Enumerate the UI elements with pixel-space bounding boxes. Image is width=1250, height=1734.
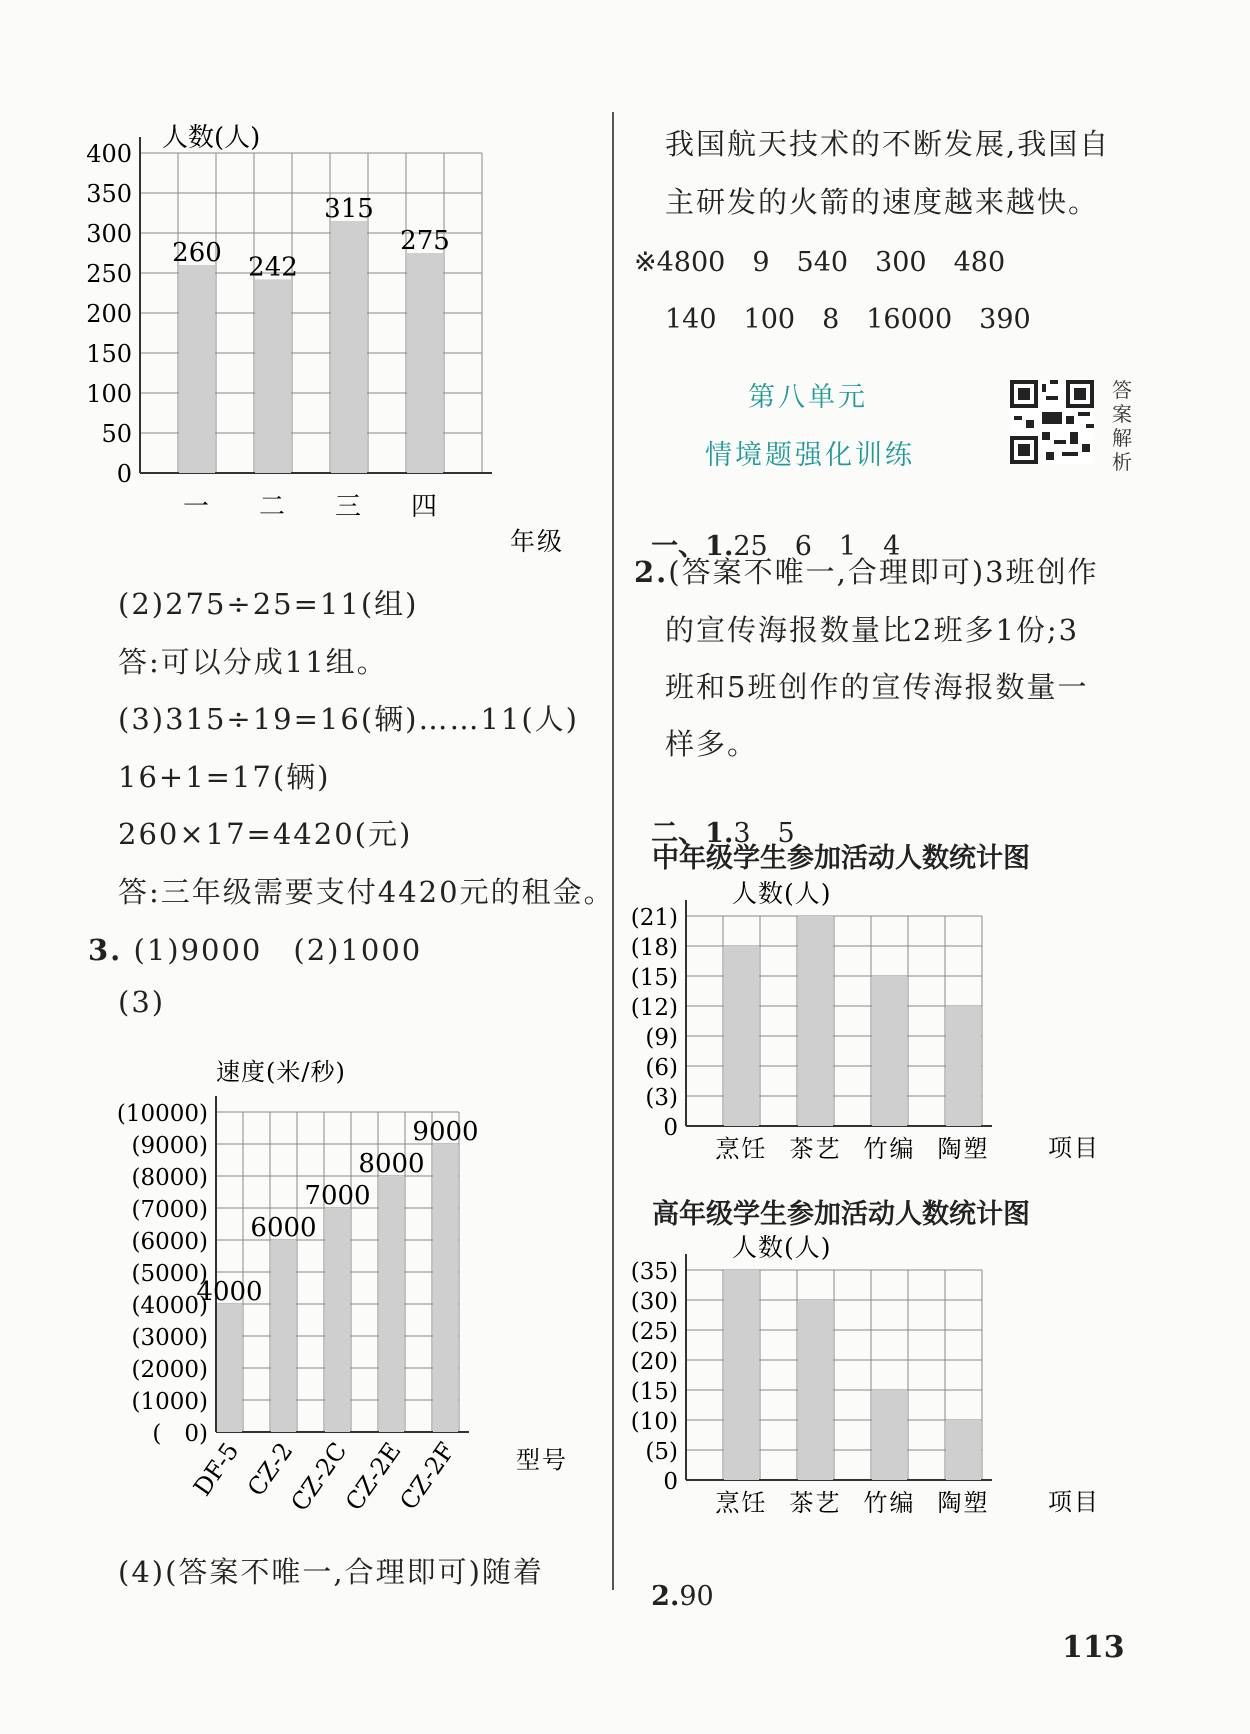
chart3-title: 中年级学生参加活动人数统计图: [652, 843, 1030, 874]
chart2-xlabel: 型号: [516, 1446, 568, 1474]
chart-students-by-grade: [86, 118, 590, 568]
bar-value-label: 9000: [412, 1117, 479, 1147]
x-category-label: 烹饪: [715, 1489, 768, 1517]
chart1-ylabel: 人数(人): [162, 123, 261, 153]
section-1-q2-line-2: 的宣传海报数量比2班多1份;3: [665, 613, 1080, 647]
bar: [872, 1390, 907, 1480]
x-category-label: 茶艺: [789, 1135, 842, 1163]
section-2-q1-number: 二、1.: [651, 818, 734, 849]
y-tick-label: (3000): [131, 1325, 208, 1351]
x-category-label: 烹饪: [715, 1135, 768, 1163]
bar: [407, 253, 443, 473]
chart4-xlabel: 项目: [1048, 1488, 1100, 1516]
numbers-line-2: 140 100 8 16000 390: [665, 304, 1031, 335]
y-tick-label: (8000): [131, 1165, 208, 1191]
x-category-label: 茶艺: [789, 1489, 842, 1517]
y-tick-label: (30): [630, 1289, 678, 1315]
question-3-text: (1)9000 (2)1000: [133, 933, 423, 967]
y-tick-label: (3): [645, 1085, 678, 1111]
section-1-q2-line-3: 班和5班创作的宣传海报数量一: [665, 670, 1089, 704]
question-3-sub: (3): [118, 985, 166, 1019]
continued-line-1: 我国航天技术的不断发展,我国自: [665, 127, 1111, 161]
bar: [379, 1176, 404, 1432]
section-1-q1-text: 25 6 1 4: [733, 531, 901, 562]
y-tick-label: 400: [86, 140, 132, 168]
bar: [724, 1270, 759, 1480]
y-tick-label: (25): [630, 1319, 678, 1345]
answer-line-1: (2)275÷25=11(组): [118, 587, 419, 621]
y-tick-label: (12): [630, 995, 678, 1021]
section-2-q1-text: 3 5: [733, 818, 795, 849]
y-tick-label: 150: [86, 340, 132, 368]
y-tick-label: (10): [630, 1409, 678, 1435]
section-1-q2-line-4: 样多。: [665, 727, 759, 761]
page-number: 113: [1062, 1630, 1125, 1665]
x-category-label: 竹编: [863, 1489, 916, 1517]
section-1-q2-text: (答案不唯一,合理即可)3班创作: [668, 555, 1099, 589]
answer-line-2: 答:可以分成11组。: [118, 645, 388, 679]
answer-line-4: 16+1=17(辆): [118, 760, 331, 794]
y-tick-label: (7000): [131, 1197, 208, 1223]
qr-label-char: 案: [1112, 402, 1132, 426]
chart-middle-grade-activity: [630, 878, 1110, 1168]
x-category-label: CZ-2: [241, 1437, 299, 1502]
question-3-number: 3.: [88, 933, 123, 967]
y-tick-label: (1000): [131, 1389, 208, 1415]
bar: [946, 1006, 981, 1126]
bar: [946, 1420, 981, 1480]
bar: [872, 976, 907, 1126]
bar: [325, 1208, 350, 1432]
y-tick-label: (21): [630, 905, 678, 931]
y-tick-label: (10000): [116, 1101, 208, 1127]
x-category-label: CZ-2F: [394, 1437, 461, 1515]
section-1-q1-number: 一、1.: [651, 531, 734, 562]
chart1-xlabel: 年级: [510, 527, 565, 556]
y-tick-label: (20): [630, 1349, 678, 1375]
y-tick-label: (9): [645, 1025, 678, 1051]
section-2-q2-number: 2.: [651, 1581, 680, 1612]
bar: [724, 946, 759, 1126]
section-2-q2-text: 90: [679, 1581, 714, 1612]
answer-line-5: 260×17=4420(元): [118, 817, 413, 851]
bar: [798, 1300, 833, 1480]
x-category-label: 三: [334, 492, 364, 522]
unit-subtitle: 情境题强化训练: [705, 440, 915, 471]
section-2-q2: [634, 1550, 714, 1612]
chart3-xlabel: 项目: [1048, 1134, 1100, 1162]
section-1-q2-number: 2.: [634, 555, 669, 589]
x-category-label: 二: [258, 492, 288, 522]
y-tick-label: ( 0): [152, 1421, 208, 1447]
bar-value-label: 260: [172, 238, 222, 268]
chart3-ylabel: 人数(人): [732, 879, 832, 908]
x-category-label: 陶塑: [937, 1489, 990, 1517]
y-tick-label: 250: [86, 260, 132, 288]
bar: [217, 1304, 242, 1432]
y-tick-label: 50: [101, 420, 132, 448]
bar-value-label: 6000: [250, 1213, 317, 1243]
numbers-line-1: ※4800 9 540 300 480: [634, 247, 1006, 278]
y-tick-label: (5): [645, 1439, 678, 1465]
y-tick-label: 0: [663, 1115, 678, 1141]
y-tick-label: 300: [86, 220, 132, 248]
bar: [179, 265, 215, 473]
chart-rocket-speed: [88, 1050, 608, 1530]
bar-value-label: 275: [400, 226, 450, 256]
bar: [331, 221, 367, 473]
qr-label-char: 答: [1112, 378, 1132, 402]
x-category-label: 一: [182, 492, 212, 522]
y-tick-label: (5000): [131, 1261, 208, 1287]
bar-value-label: 7000: [304, 1181, 371, 1211]
answer-line-last: (4)(答案不唯一,合理即可)随着: [118, 1555, 544, 1589]
y-tick-label: (15): [630, 1379, 678, 1405]
y-tick-label: (2000): [131, 1357, 208, 1383]
question-3: [88, 928, 422, 969]
y-tick-label: 350: [86, 180, 132, 208]
y-tick-label: (9000): [131, 1133, 208, 1159]
y-tick-label: (6000): [131, 1229, 208, 1255]
section-1-q2-line-1: [634, 550, 1099, 591]
x-category-label: 陶塑: [937, 1135, 990, 1163]
column-divider: [612, 112, 614, 1590]
answer-line-6: 答:三年级需要支付4420元的租金。: [118, 875, 615, 909]
bar-value-label: 315: [324, 194, 374, 224]
x-category-label: DF-5: [188, 1437, 245, 1502]
y-tick-label: (4000): [131, 1293, 208, 1319]
x-category-label: 四: [410, 492, 440, 522]
y-tick-label: 200: [86, 300, 132, 328]
qr-label: [1112, 378, 1138, 474]
chart-high-grade-activity: [630, 1232, 1110, 1522]
bar: [255, 279, 291, 473]
qr-label-char: 解: [1112, 426, 1132, 450]
bar: [798, 916, 833, 1126]
chart4-title: 高年级学生参加活动人数统计图: [652, 1199, 1030, 1230]
bar-value-label: 242: [248, 252, 298, 283]
x-category-label: CZ-2E: [339, 1437, 407, 1516]
bar-value-label: 8000: [358, 1149, 425, 1179]
unit-title: 第八单元: [748, 382, 868, 413]
chart4-ylabel: 人数(人): [732, 1233, 832, 1262]
y-tick-label: 0: [116, 460, 132, 488]
qr-code-icon[interactable]: [1010, 380, 1094, 464]
y-tick-label: 0: [663, 1469, 678, 1495]
chart2-ylabel: 速度(米/秒): [216, 1058, 346, 1086]
continued-line-2: 主研发的火箭的速度越来越快。: [665, 185, 1100, 219]
bar: [433, 1144, 458, 1432]
y-tick-label: (35): [630, 1259, 678, 1285]
y-tick-label: (18): [630, 935, 678, 961]
x-category-label: CZ-2C: [285, 1437, 353, 1517]
bar-value-label: 4000: [196, 1277, 263, 1307]
bar: [271, 1240, 296, 1432]
answer-line-3: (3)315÷19=16(辆)……11(人): [118, 702, 579, 736]
qr-label-char: 析: [1112, 450, 1132, 474]
y-tick-label: 100: [86, 380, 132, 408]
x-category-label: 竹编: [863, 1135, 916, 1163]
y-tick-label: (6): [645, 1055, 678, 1081]
y-tick-label: (15): [630, 965, 678, 991]
